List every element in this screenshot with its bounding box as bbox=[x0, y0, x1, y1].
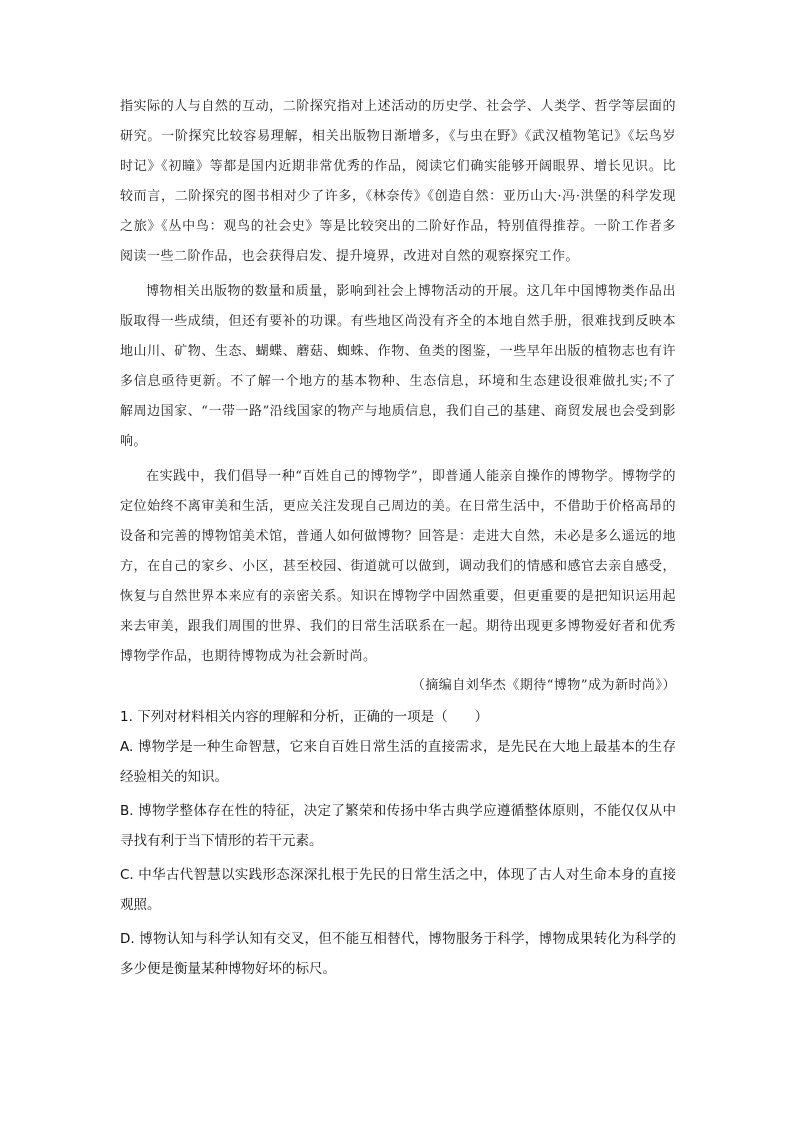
document-page bbox=[120, 92, 676, 984]
passage-source-citation: （摘编自刘华杰《期待“博物”成为新时尚》） bbox=[411, 678, 676, 693]
passage-paragraph-3: 在实践中，我们倡导一种“百姓自己的博物学”，即普通人能亲自操作的博物学。博物学的定位始终不离审美和生活，更应关注发现自己周边的美。在日常生活中，不借助于价格高昂的设备和完善的博物馆美术馆，普通人如何做博物？回答是：走进大自然，未必是多么遥远的地方，在自己的家乡、小区，甚至校园、街道就可以做到，调动我们的情感和感官去亲自感受，恢复与自然世界本来应有的亲密关系。知识在博物学中固然重要，但更重要的是把知识运用起来去审美，跟我们周围的世界、我们的日常生活联系在一起。期待出现更多博物爱好者和优秀博物学作品，也期待博物成为社会新时尚。 bbox=[120, 469, 676, 664]
passage-paragraph-1: 指实际的人与自然的互动，二阶探究指对上述活动的历史学、社会学、人类学、哲学等层面的研究。一阶探究比较容易理解，相关出版物日渐增多，《与虫在野》《武汉植物笔记》《坛鸟岁时记》《初瞳》等都是国内近期非常优秀的作品，阅读它们确实能够开阔眼界、增长见识。比较而言，二阶探究的图书相对少了许多，《林奈传》《创造自然：亚历山大·冯·洪堡的科学发现之旅》《丛中鸟：观鸟的社会史》等是比较突出的二阶好作品，特别值得推荐。一阶工作者多阅读一些二阶作品，也会获得启发、提升境界，改进对自然的观察探究工作。 bbox=[120, 99, 676, 264]
option-d: D. 博物认知与科学认知有交叉，但不能互相替代，博物服务于科学，博物成果转化为科学的多少便是衡量某种博物好坏的标尺。 bbox=[120, 931, 676, 977]
reading-passage bbox=[120, 92, 676, 700]
passage-paragraph-2: 博物相关出版物的数量和质量，影响到社会上博物活动的开展。这几年中国博物类作品出版取得一些成绩，但还有要补的功课。有些地区尚没有齐全的本地自然手册，很难找到反映本地山川、矿物、生态、蝴蝶、蘑菇、蜘蛛、作物、鱼类的图鉴，一些早年出版的植物志也有许多信息亟待更新。不了解一个地方的基本物种、生态信息，环境和生态建设很难做扎实;不了解周边国家、“一带一路”沿线国家的物产与地质信息，我们自己的基建、商贸发展也会受到影响。 bbox=[120, 284, 676, 449]
option-b: B. 博物学整体存在性的特征，决定了繁荣和传扬中华古典学应遵循整体原则，不能仅仅从中寻找有利于当下情形的若干元素。 bbox=[120, 803, 676, 849]
option-c: C. 中华古代智慧以实践形态深深扎根于先民的日常生活之中，体现了古人对生命本身的直接观照。 bbox=[120, 867, 676, 913]
question-stem: 1. 下列对材料相关内容的理解和分析，正确的一项是（ ） bbox=[120, 709, 489, 725]
option-a: A. 博物学是一种生命智慧，它来自百姓日常生活的直接需求，是先民在大地上最基本的生存经验相关的知识。 bbox=[120, 739, 676, 785]
question-1 bbox=[120, 702, 676, 984]
